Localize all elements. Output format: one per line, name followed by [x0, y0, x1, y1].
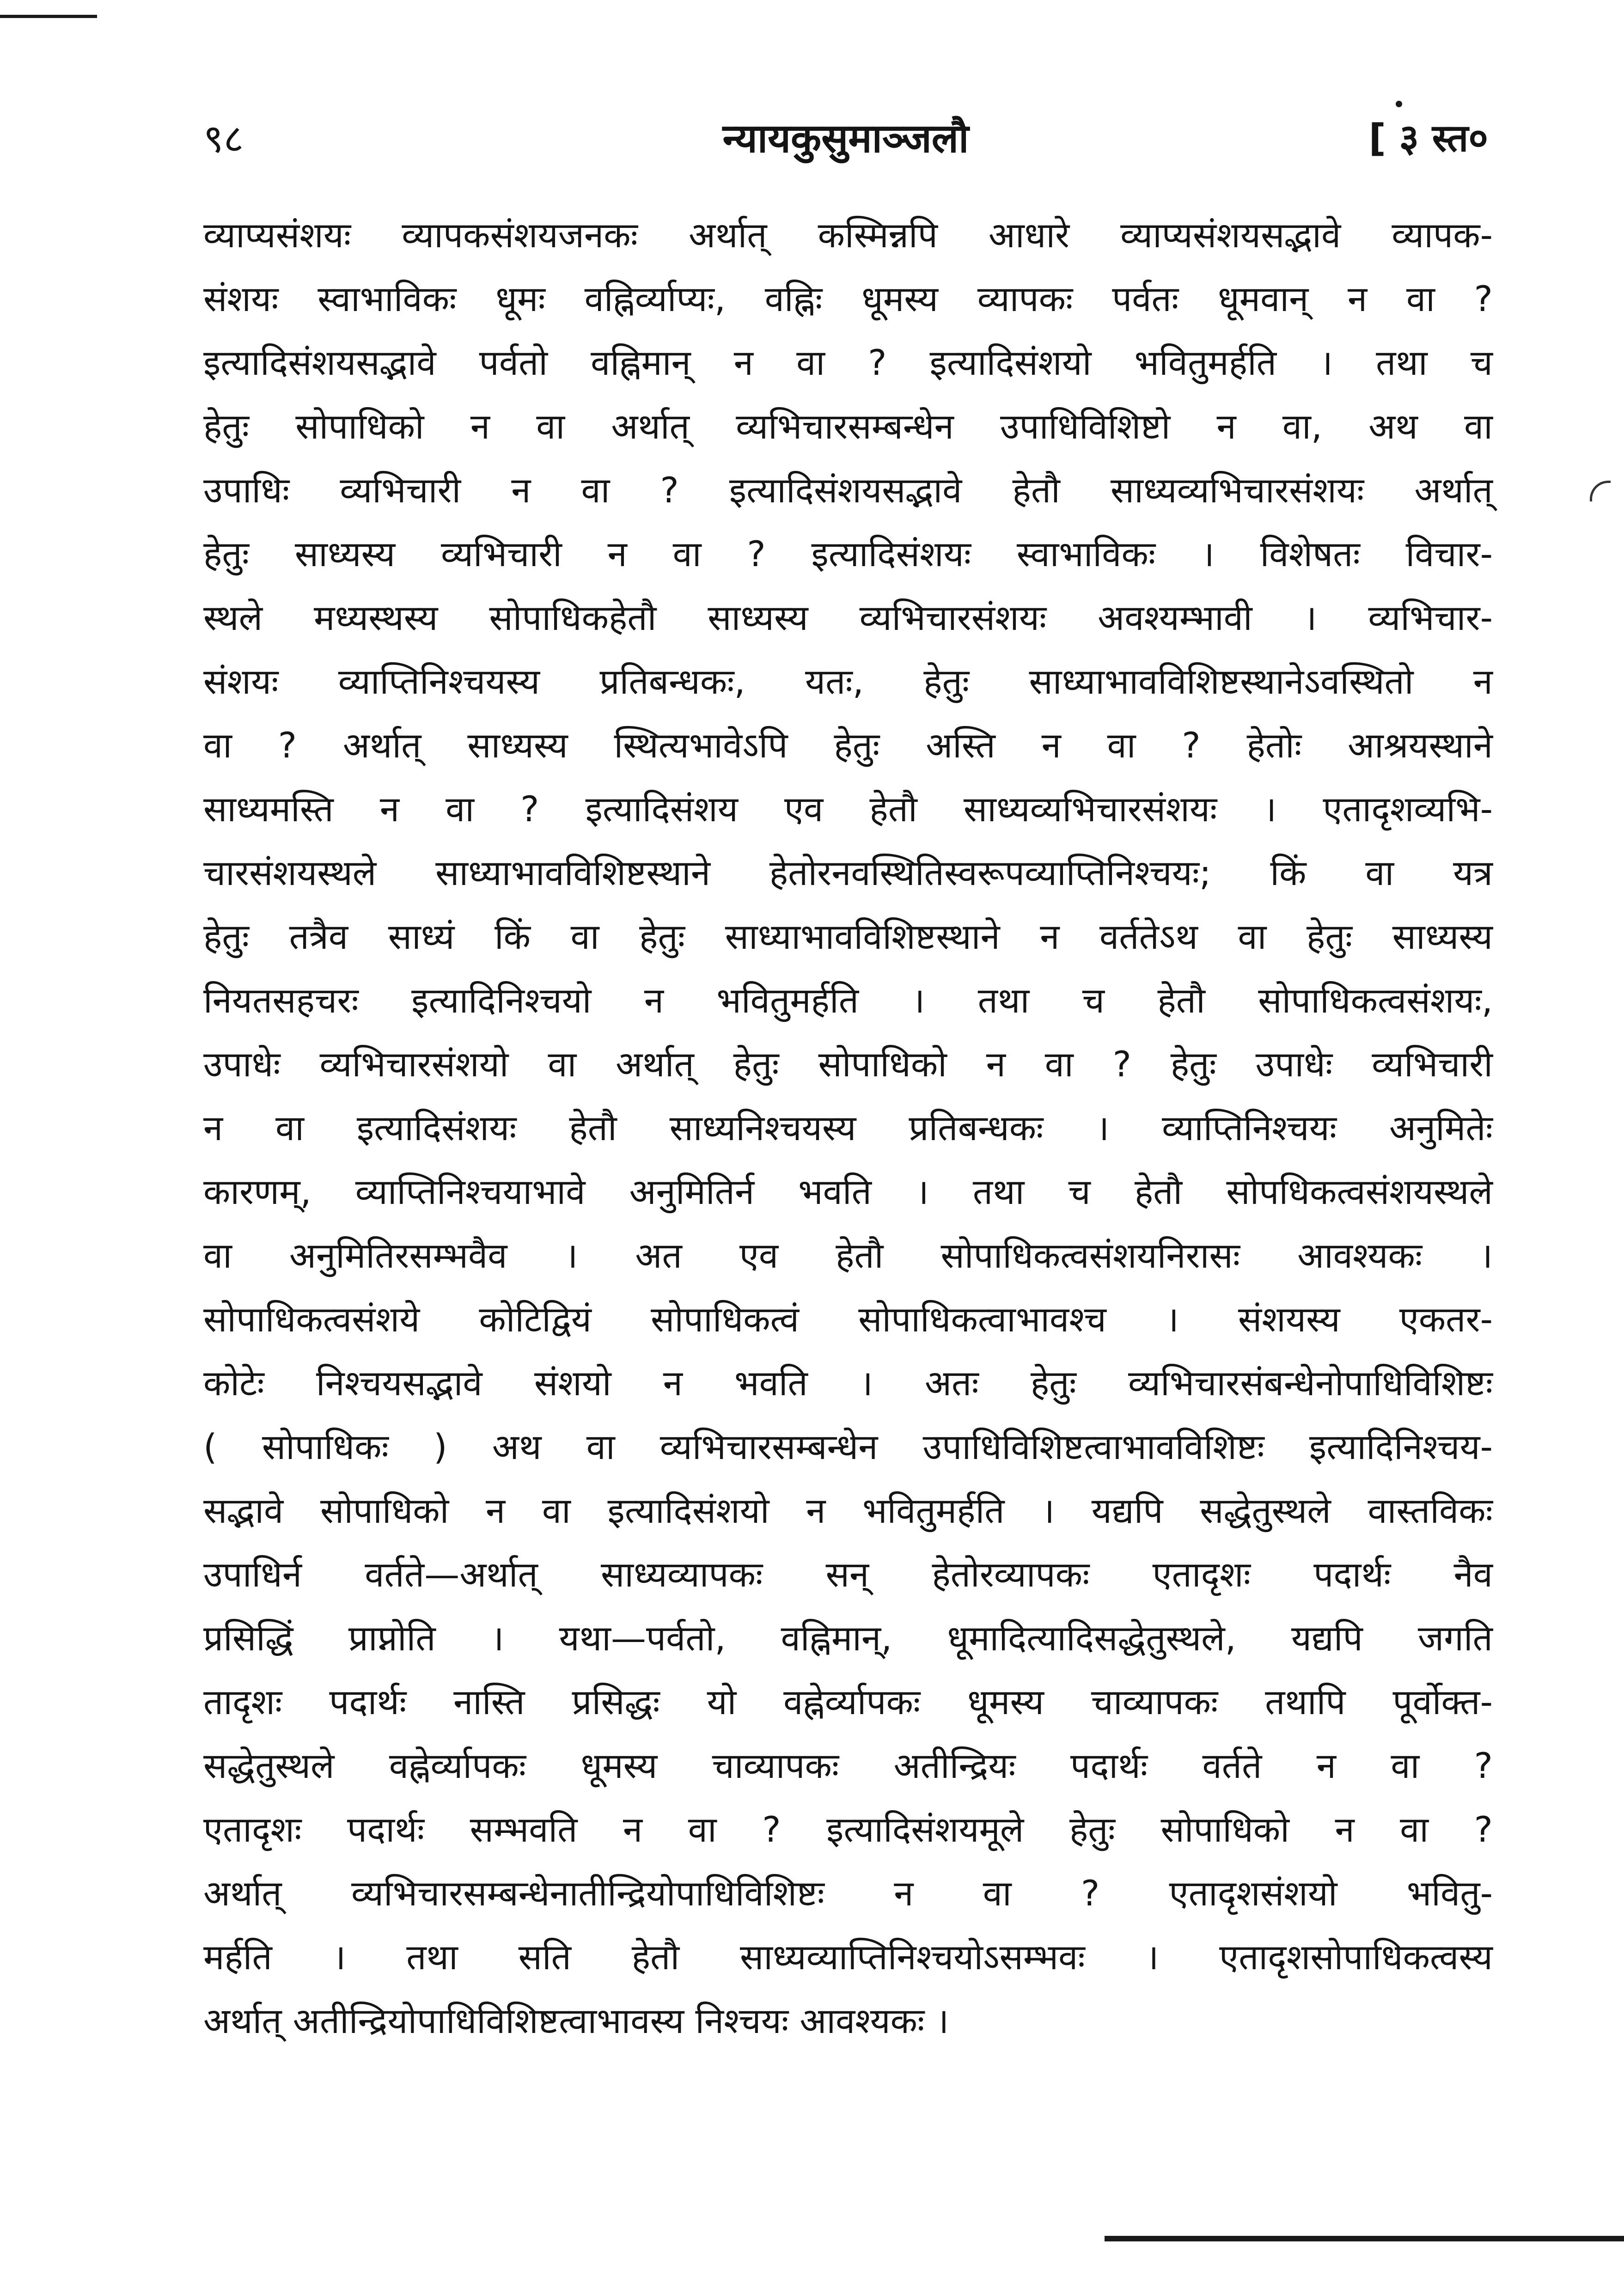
text-line: उपाधेः व्यभिचारसंशयो वा अर्थात् हेतुः सोपाधिको न वा ? हेतुः उपाधेः व्यभिचारी — [203, 1044, 1493, 1085]
text-line: कारणम्, व्याप्तिनिश्चयाभावे अनुमितिर्न भवति । तथा च हेतौ सोपधिकत्वसंशयस्थले — [203, 1171, 1493, 1212]
text-line: हेतुः तत्रैव साध्यं किं वा हेतुः साध्याभावविशिष्टस्थाने न वर्ततेऽथ वा हेतुः साध्यस्य — [203, 916, 1493, 957]
text-line: चारसंशयस्थले साध्याभावविशिष्टस्थाने हेतोरनवस्थितिस्वरूपव्याप्तिनिश्चयः; किं वा यत्र — [203, 852, 1493, 893]
text-line: ( सोपाधिकः ) अथ वा व्यभिचारसम्बन्धेन उपाधिविशिष्टत्वाभावविशिष्टः इत्यादिनिश्चय- — [203, 1426, 1493, 1467]
text-line: संशयः व्याप्तिनिश्चयस्य प्रतिबन्धकः, यतः, हेतुः साध्याभावविशिष्टस्थानेऽवस्थितो न — [203, 661, 1493, 702]
page-number: ९८ — [203, 116, 244, 161]
running-title: न्यायकुसुमाञ्जलौ — [722, 116, 969, 162]
text-line: साध्यमस्ति न वा ? इत्यादिसंशय एव हेतौ साध्यव्यभिचारसंशयः । एतादृशव्यभि- — [203, 788, 1493, 830]
top-left-rule — [0, 15, 97, 18]
bullet-dot — [1396, 101, 1402, 107]
text-line: न वा इत्यादिसंशयः हेतौ साध्यनिश्चयस्य प्रतिबन्धकः । व्याप्तिनिश्चयः अनुमितेः — [203, 1107, 1493, 1148]
text-line: अर्थात् व्यभिचारसम्बन्धेनातीन्द्रियोपाधिविशिष्टः न वा ? एतादृशसंशयो भवितु- — [203, 1873, 1493, 1914]
section-mark: [ ३ स्त० — [1368, 116, 1488, 160]
text-line: वा अनुमितिरसम्भवैव । अत एव हेतौ सोपाधिकत्वसंशयनिरासः आवश्यकः । — [203, 1235, 1493, 1276]
text-line: मर्हति । तथा सति हेतौ साध्यव्याप्तिनिश्चयोऽसम्भवः । एतादृशसोपाधिकत्वस्य — [203, 1936, 1493, 1978]
text-line: प्रसिद्धिं प्राप्नोति । यथा—पर्वतो, वह्निमान्, धूमादित्यादिसद्धेतुस्थले, यद्यपि जगति — [203, 1618, 1493, 1659]
text-line: सद्भावे सोपाधिको न वा इत्यादिसंशयो न भवितुमर्हति । यद्यपि सद्धेतुस्थले वास्तविकः — [203, 1490, 1493, 1531]
text-line: नियतसहचरः इत्यादिनिश्चयो न भवितुमर्हति । तथा च हेतौ सोपाधिकत्वसंशयः, — [203, 980, 1493, 1021]
text-line: व्याप्यसंशयः व्यापकसंशयजनकः अर्थात् कस्मिन्नपि आधारे व्याप्यसंशयसद्भावे व्यापक- — [203, 214, 1493, 256]
text-line: स्थले मध्यस्थस्य सोपाधिकहेतौ साध्यस्य व्यभिचारसंशयः अवश्यम्भावी । व्यभिचार- — [203, 597, 1493, 638]
text-line: सोपाधिकत्वसंशये कोटिद्वियं सोपाधिकत्वं सोपाधिकत्वाभावश्च । संशयस्य एकतर- — [203, 1299, 1493, 1340]
text-line: एतादृशः पदार्थः सम्भवति न वा ? इत्यादिसंशयमूले हेतुः सोपाधिको न वा ? — [203, 1809, 1493, 1850]
bottom-rule — [1105, 2236, 1624, 2241]
text-line: सद्धेतुस्थले वह्नेर्व्यापकः धूमस्य चाव्यापकः अतीन्द्रियः पदार्थः वर्तते न वा ? — [203, 1745, 1493, 1786]
text-line: हेतुः साध्यस्य व्यभिचारी न वा ? इत्यादिसंशयः स्वाभाविकः । विशेषतः विचार- — [203, 533, 1493, 574]
text-line: उपाधिः व्यभिचारी न वा ? इत्यादिसंशयसद्भावे हेतौ साध्यव्यभिचारसंशयः अर्थात् — [203, 470, 1493, 511]
text-line: तादृशः पदार्थः नास्ति प्रसिद्धः यो वह्नेर्व्यापकः धूमस्य चाव्यापकः तथापि पूर्वोक्त- — [203, 1681, 1493, 1722]
body-text — [203, 203, 1493, 2053]
text-line: अर्थात् अतीन्द्रियोपाधिविशिष्टत्वाभावस्य निश्चयः आवश्यकः । — [203, 2000, 949, 2041]
page-header — [203, 109, 1488, 169]
text-line: हेतुः सोपाधिको न वा अर्थात् व्यभिचारसम्बन्धेन उपाधिविशिष्टो न वा, अथ वा — [203, 406, 1493, 447]
text-line: उपाधिर्न वर्तते—अर्थात् साध्यव्यापकः सन् हेतोरव्यापकः एतादृशः पदार्थः नैव — [203, 1554, 1493, 1595]
text-line: वा ? अर्थात् साध्यस्य स्थित्यभावेऽपि हेतुः अस्ति न वा ? हेतोः आश्रयस्थाने — [203, 725, 1493, 766]
margin-mark — [1590, 481, 1611, 501]
text-line: संशयः स्वाभाविकः धूमः वह्निर्व्याप्यः, वह्निः धूमस्य व्यापकः पर्वतः धूमवान् न वा ? — [203, 278, 1493, 319]
text-line: कोटेः निश्चयसद्भावे संशयो न भवति । अतः हेतुः व्यभिचारसंबन्धेनोपाधिविशिष्टः — [203, 1362, 1493, 1404]
text-line: इत्यादिसंशयसद्भावे पर्वतो वह्निमान् न वा ? इत्यादिसंशयो भवितुमर्हति । तथा च — [203, 342, 1493, 383]
